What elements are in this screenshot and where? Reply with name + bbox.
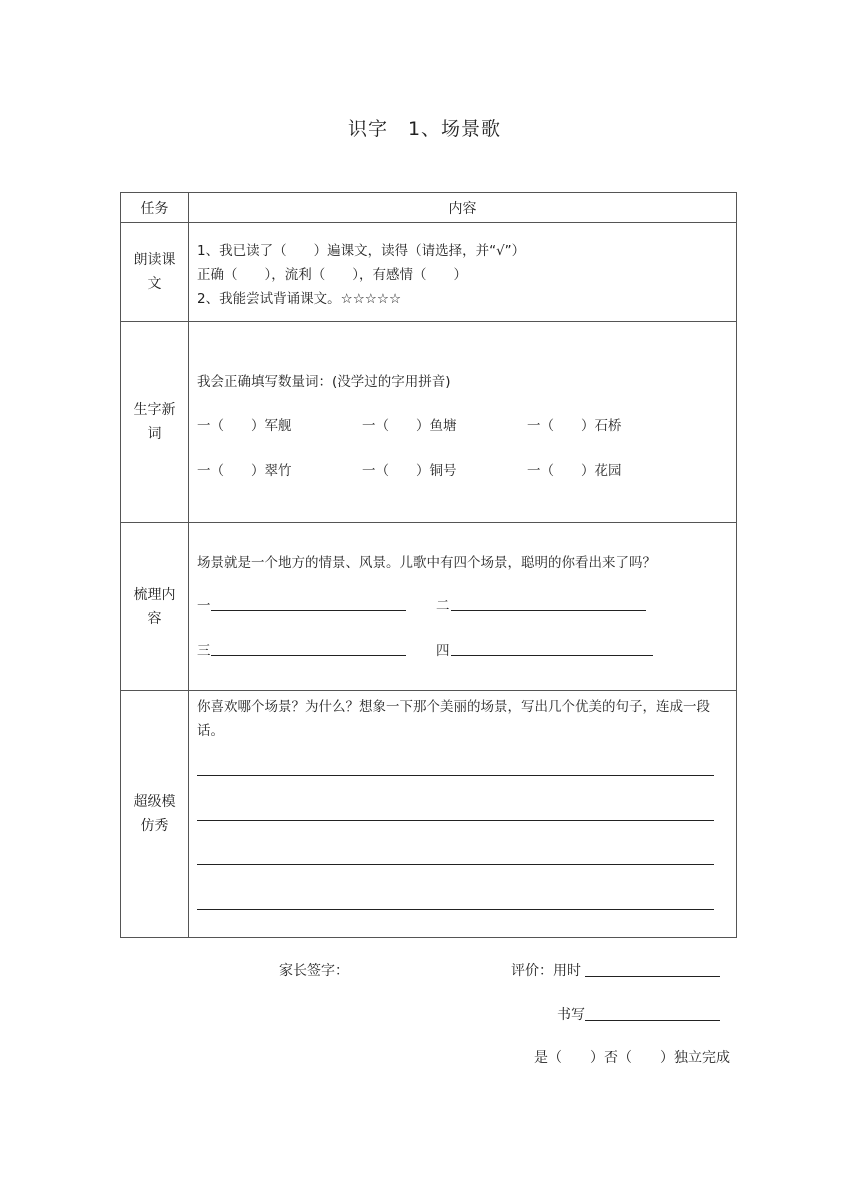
task-table [120, 192, 737, 938]
row-label-imitation: 超级模仿秀 [121, 691, 189, 938]
scene-blank-label: 二 [436, 598, 450, 614]
scene-blank-label: 三 [197, 643, 211, 659]
independent-completion: 是（ ）否（ ）独立完成 [534, 1050, 730, 1066]
header-task: 任务 [121, 193, 189, 223]
table-row [121, 322, 737, 523]
scene-blank-label: 一 [197, 598, 211, 614]
writing-blank-line[interactable] [585, 1020, 720, 1021]
summary-prompt: 场景就是一个地方的情景、风景。儿歌中有四个场景，聪明的你看出来了吗？ [197, 555, 656, 571]
summary-content [189, 523, 737, 691]
measure-word-item: 一（ ）铜号 [362, 463, 457, 479]
row-label-words: 生字新词 [121, 322, 189, 523]
reading-content [189, 223, 737, 322]
writing-line[interactable] [197, 820, 714, 821]
writing-line[interactable] [197, 864, 714, 865]
scene-blank-line[interactable] [451, 655, 653, 656]
reading-line-1: 1、我已读了（ ）遍课文，读得（请选择，并“√”） [197, 243, 526, 259]
words-prompt: 我会正确填写数量词：(没学过的字用拼音) [197, 374, 451, 390]
measure-word-item: 一（ ）军舰 [197, 418, 292, 434]
table-row [121, 691, 737, 938]
page-title: 识字 1、场景歌 [347, 118, 502, 140]
table-row [121, 223, 737, 322]
scene-blank-line[interactable] [211, 610, 406, 611]
words-content [189, 322, 737, 523]
scene-blank-line[interactable] [211, 655, 406, 656]
reading-line-3: 2、我能尝试背诵课文。☆☆☆☆☆ [197, 291, 402, 307]
time-blank-line[interactable] [585, 976, 720, 977]
scene-blank-line[interactable] [451, 610, 646, 611]
measure-word-item: 一（ ）石桥 [527, 418, 622, 434]
measure-word-item: 一（ ）花园 [527, 463, 622, 479]
imitation-prompt: 你喜欢哪个场景？为什么？想象一下那个美丽的场景，写出几个优美的句子，连成一段话。 [197, 699, 710, 739]
table-header-row [121, 193, 737, 223]
writing-line[interactable] [197, 909, 714, 910]
measure-word-item: 一（ ）鱼塘 [362, 418, 457, 434]
scene-blank-label: 四 [436, 643, 450, 659]
writing-label: 书写 [557, 1007, 585, 1023]
row-label-summary: 梳理内容 [121, 523, 189, 691]
table-row [121, 523, 737, 691]
imitation-content [189, 691, 737, 938]
measure-word-item: 一（ ）翠竹 [197, 463, 292, 479]
header-content: 内容 [189, 193, 737, 223]
reading-line-2: 正确（ ），流利（ ），有感情（ ） [197, 267, 467, 283]
parent-signature-label: 家长签字： [279, 963, 349, 979]
evaluation-time-label: 评价：用时 [511, 963, 581, 979]
row-label-reading: 朗读课文 [121, 223, 189, 322]
writing-line[interactable] [197, 775, 714, 776]
